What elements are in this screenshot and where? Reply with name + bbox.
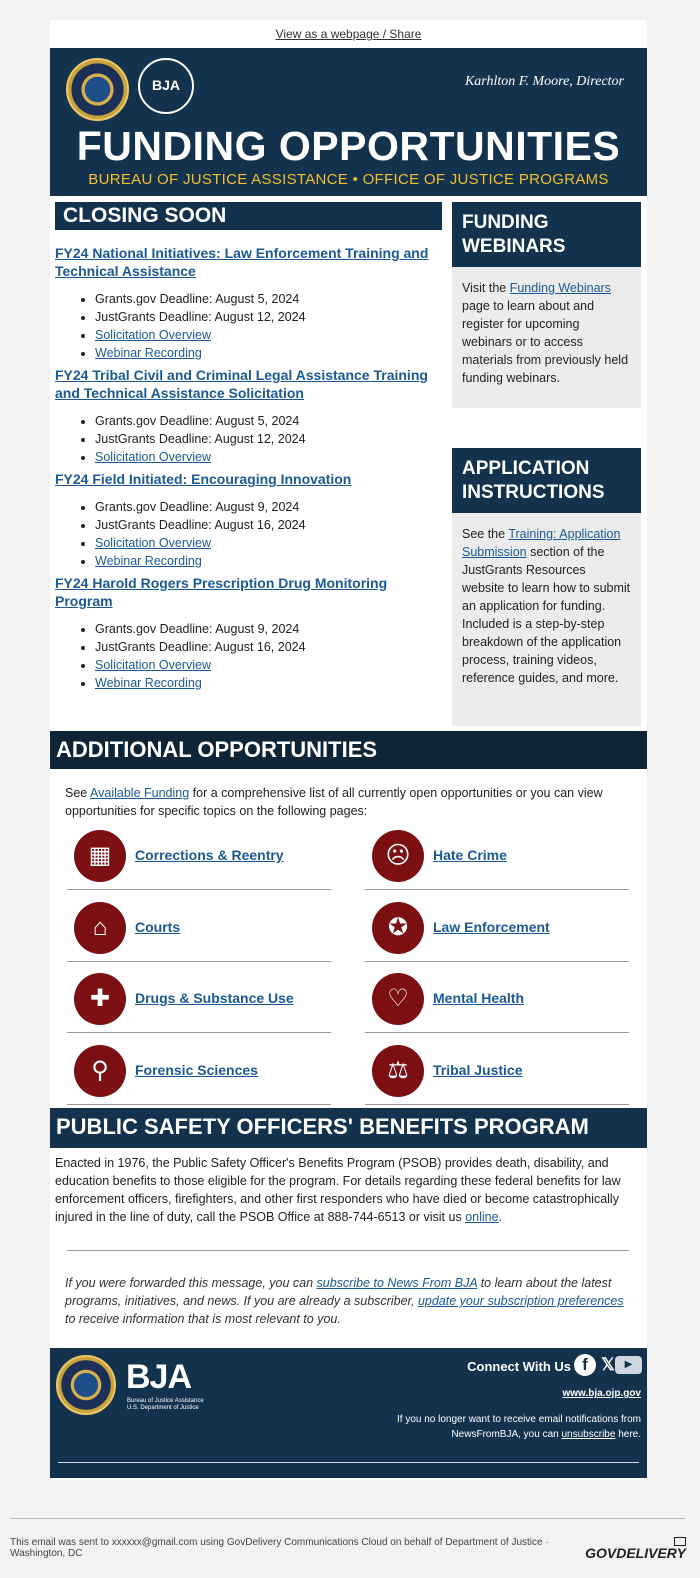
solicitation-overview-link[interactable]: Solicitation Overview bbox=[95, 658, 212, 672]
footer bbox=[50, 1348, 647, 1478]
deadline-item: • Grants.gov Deadline: August 5, 2024 bbox=[95, 412, 440, 430]
opportunity-details bbox=[95, 620, 440, 692]
topic-item[interactable] bbox=[365, 830, 629, 890]
topic-item[interactable] bbox=[67, 1045, 331, 1105]
resource-link-item bbox=[95, 534, 440, 552]
magnifier-icon: ⚲ bbox=[74, 1045, 126, 1097]
deadline-item: • Grants.gov Deadline: August 9, 2024 bbox=[95, 498, 440, 516]
divider bbox=[67, 1250, 629, 1251]
doj-seal-icon bbox=[56, 1355, 116, 1415]
govdelivery-logo: GOVDELIVERY bbox=[585, 1545, 686, 1561]
psob-heading: PUBLIC SAFETY OFFICERS' BENEFITS PROGRAM bbox=[50, 1108, 647, 1148]
resource-link-item bbox=[95, 656, 440, 674]
topic-link[interactable]: Corrections & Reentry bbox=[135, 847, 284, 863]
email-container bbox=[50, 20, 647, 1480]
deadline-item: • Grants.gov Deadline: August 5, 2024 bbox=[95, 290, 440, 308]
resource-link-item bbox=[95, 552, 440, 570]
psob-text: Enacted in 1976, the Public Safety Officer's Benefits Program (PSOB) provides death, disability, and education benefits to those eligible for the program. For details regarding these federal benefits for law enforcement officers, firefighters, and other first responders who have died or become catastrophically injured in the line of duty, call the PSOB Office at 888-744-6513 or visit us online. bbox=[55, 1156, 621, 1224]
closing-soon-list bbox=[55, 244, 440, 696]
topic-link[interactable]: Tribal Justice bbox=[433, 1062, 523, 1078]
bottom-divider bbox=[10, 1518, 685, 1519]
opportunity-title-link[interactable]: FY24 Tribal Civil and Criminal Legal Assistance Training and Technical Assistance Solicitation bbox=[55, 367, 428, 401]
footer-divider bbox=[58, 1462, 639, 1463]
solicitation-overview-link[interactable]: Solicitation Overview bbox=[95, 450, 212, 464]
x-twitter-icon[interactable]: 𝕏 bbox=[601, 1355, 615, 1374]
topic-link[interactable]: Hate Crime bbox=[433, 847, 507, 863]
badge-icon: ✪ bbox=[372, 902, 424, 954]
head-icon: ☹ bbox=[372, 830, 424, 882]
closing-soon-heading: CLOSING SOON bbox=[55, 202, 442, 230]
topic-item[interactable] bbox=[365, 902, 629, 962]
view-as-webpage-link[interactable]: View as a webpage / Share bbox=[275, 27, 422, 41]
building-icon: ▦ bbox=[74, 830, 126, 882]
bja-logo-subtitle: Bureau of Justice Assistance U.S. Department of Justice bbox=[127, 1398, 204, 1411]
page-subtitle: BUREAU OF JUSTICE ASSISTANCE • OFFICE OF JUSTICE PROGRAMS bbox=[88, 171, 609, 188]
resource-link-item bbox=[95, 674, 440, 692]
opportunity-title-link[interactable]: FY24 National Initiatives: Law Enforcement Training and Technical Assistance bbox=[55, 245, 429, 279]
deadline-item: • JustGrants Deadline: August 16, 2024 bbox=[95, 516, 440, 534]
opportunity-title-link[interactable]: FY24 Field Initiated: Encouraging Innovation bbox=[55, 471, 352, 487]
opportunity-item bbox=[55, 366, 440, 466]
deadline-item: • Grants.gov Deadline: August 9, 2024 bbox=[95, 620, 440, 638]
subscribe-link[interactable]: subscribe to News From BJA bbox=[316, 1276, 478, 1290]
funding-webinars-heading: FUNDING WEBINARS bbox=[452, 202, 641, 267]
funding-webinars-box bbox=[452, 202, 641, 408]
opportunity-details bbox=[95, 498, 440, 570]
solicitation-overview-link[interactable]: Solicitation Overview bbox=[95, 328, 212, 342]
application-instructions-heading: APPLICATION INSTRUCTIONS bbox=[452, 448, 641, 513]
doj-seal-icon bbox=[66, 58, 129, 121]
topic-link[interactable]: Mental Health bbox=[433, 990, 525, 1006]
training-application-link[interactable]: Training: Application Submission bbox=[462, 527, 621, 559]
psob-online-link[interactable]: online bbox=[465, 1210, 499, 1224]
deadline-item: • JustGrants Deadline: August 12, 2024 bbox=[95, 430, 440, 448]
youtube-icon[interactable]: ▶ bbox=[615, 1356, 642, 1374]
additional-opportunities-intro: See Available Funding for a comprehensive list of all currently open opportunities or you can view opportunities for specific topics on the following pages: bbox=[65, 786, 603, 818]
facebook-icon[interactable]: f bbox=[574, 1354, 596, 1376]
unsubscribe-notice: If you no longer want to receive email notifications from NewsFromBJA, you can unsubscribe here. bbox=[396, 1414, 641, 1440]
sent-notice: This email was sent to xxxxxx@gmail.com using GovDelivery Communications Cloud on behalf of Department of Justice · Washington, DC bbox=[10, 1537, 549, 1559]
resource-link-item bbox=[95, 326, 440, 344]
page-title: FUNDING OPPORTUNITIES bbox=[76, 123, 621, 169]
opportunity-details bbox=[95, 290, 440, 362]
funding-webinars-link[interactable]: Funding Webinars bbox=[509, 281, 611, 295]
topic-item[interactable] bbox=[67, 973, 331, 1033]
topic-link[interactable]: Drugs & Substance Use bbox=[135, 990, 294, 1006]
update-preferences-link[interactable]: update your subscription preferences bbox=[417, 1294, 624, 1308]
connect-label: Connect With Us bbox=[467, 1359, 571, 1374]
heart-head-icon: ♡ bbox=[372, 973, 424, 1025]
deadline-item: • JustGrants Deadline: August 16, 2024 bbox=[95, 638, 440, 656]
topic-item[interactable] bbox=[365, 1045, 629, 1105]
opportunity-item bbox=[55, 574, 440, 692]
director-name: Karhlton F. Moore, Director bbox=[464, 74, 624, 89]
bja-website-link[interactable]: www.bja.ojp.gov bbox=[562, 1388, 641, 1399]
unsubscribe-link[interactable]: unsubscribe bbox=[561, 1429, 616, 1440]
topic-item[interactable] bbox=[67, 902, 331, 962]
opportunity-item bbox=[55, 470, 440, 570]
clipboard-icon: ✚ bbox=[74, 973, 126, 1025]
topic-item[interactable] bbox=[67, 830, 331, 890]
opportunity-item bbox=[55, 244, 440, 362]
resource-link-item bbox=[95, 448, 440, 466]
webinar-recording-link[interactable]: Webinar Recording bbox=[95, 676, 202, 690]
available-funding-link[interactable]: Available Funding bbox=[90, 786, 190, 800]
topic-item[interactable] bbox=[365, 973, 629, 1033]
topic-link[interactable]: Courts bbox=[135, 919, 181, 935]
opportunity-details bbox=[95, 412, 440, 466]
courthouse-icon: ⌂ bbox=[74, 902, 126, 954]
topic-link[interactable]: Forensic Sciences bbox=[135, 1062, 258, 1078]
resource-link-item bbox=[95, 344, 440, 362]
application-instructions-box bbox=[452, 448, 641, 726]
additional-opportunities-heading: ADDITIONAL OPPORTUNITIES bbox=[50, 731, 647, 769]
gavel-icon: ⚖ bbox=[372, 1045, 424, 1097]
opportunity-title-link[interactable]: FY24 Harold Rogers Prescription Drug Monitoring Program bbox=[55, 575, 388, 609]
application-instructions-text: See the Training: Application Submission section of the JustGrants Resources website to learn how to submit an application for funding. Included is a step-by-step breakdown of the application process, training videos, reference guides, and more. bbox=[462, 527, 631, 685]
topic-link[interactable]: Law Enforcement bbox=[433, 919, 550, 935]
webinar-recording-link[interactable]: Webinar Recording bbox=[95, 346, 202, 360]
webinar-recording-link[interactable]: Webinar Recording bbox=[95, 554, 202, 568]
header-banner bbox=[50, 48, 647, 196]
bja-anniversary-seal-icon: BJA bbox=[138, 58, 194, 114]
solicitation-overview-link[interactable]: Solicitation Overview bbox=[95, 536, 212, 550]
deadline-item: • JustGrants Deadline: August 12, 2024 bbox=[95, 308, 440, 326]
bja-logo: BJA bbox=[126, 1358, 192, 1396]
funding-webinars-text: Visit the Funding Webinars page to learn about and register for upcoming webinars or to access materials from previously held funding webinars. bbox=[462, 281, 629, 385]
forward-notice: If you were forwarded this message, you can subscribe to News From BJA to learn about the latest programs, initiatives, and news. If you are already a subscriber, update your subscription preferences to receive information that is most relevant to you. bbox=[65, 1276, 624, 1326]
